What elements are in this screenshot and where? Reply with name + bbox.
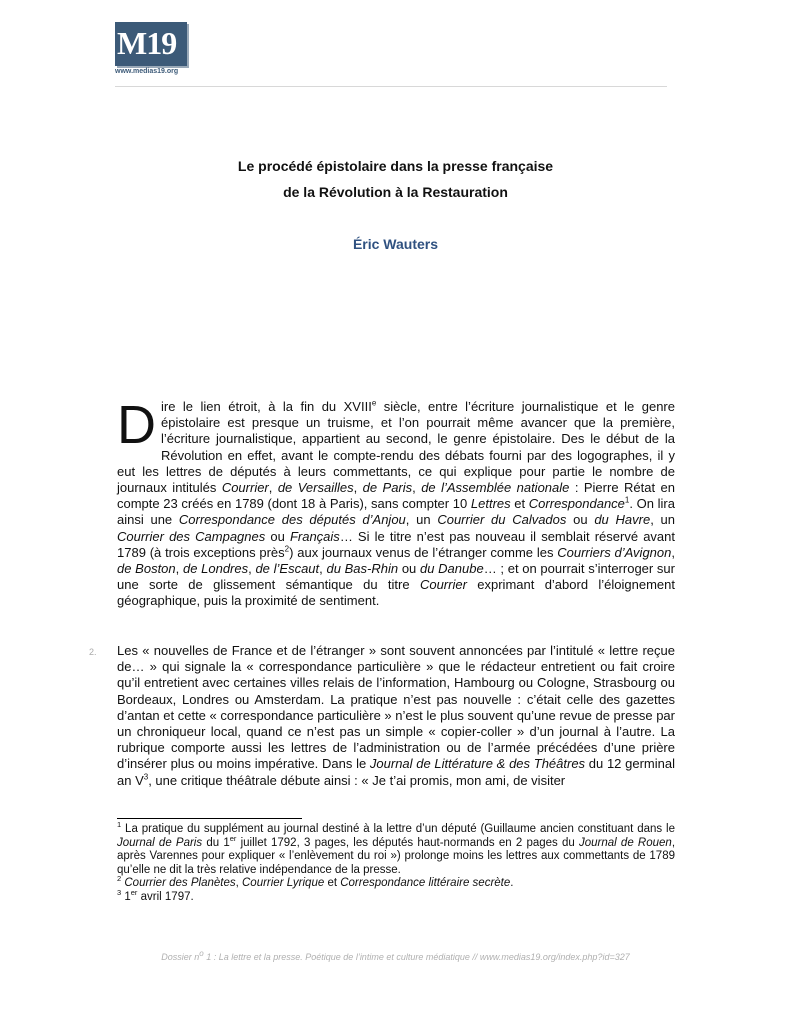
header-divider bbox=[115, 86, 667, 87]
footnote-ref-3[interactable]: 3 bbox=[143, 772, 149, 782]
footnote-ref-1[interactable]: 1 bbox=[624, 495, 630, 505]
page-footer: Dossier $n^o$ 1 : La lettre et la presse. Poétique de l’intime et culture médiatique // www.medias19.org/index.php?id=327 bbox=[161, 949, 630, 962]
logo-url: www.medias19.org bbox=[115, 68, 179, 75]
footnotes bbox=[117, 820, 676, 904]
footnote-1: $^1$ La pratique du supplément au journal destiné à la lettre d’un député (Guillaume ancien constituant dans le Journal de Paris du 1er juillet 1792, 3 pages, les députés haut-normands en 2 pages du Journal de Rouen, après Varennes pour expliquer « l’enlèvement du roi ») prolonge moins les lettres aux commettants de 1789 qu’elle ne dit la très relative indépendance de la presse. bbox=[117, 820, 676, 876]
article-author: Éric Wauters bbox=[352, 236, 439, 252]
article-title-line-2: de la Révolution à la Restauration bbox=[283, 184, 508, 200]
footnote-2: $^2$ Courrier des Planètes, Courrier Lyrique et Correspondance littéraire secrète. bbox=[117, 874, 514, 889]
article-title-line-1: Le procédé épistolaire dans la presse française bbox=[237, 158, 554, 174]
footnote-3: $^3$ 1er avril 1797. bbox=[117, 887, 194, 903]
paragraph-1: Dire le lien étroit, à la fin du XVIIIe siècle, entre l’écriture journalistique et le genre épistolaire est presque un truisme, et l’on pourrait même avancer que la première, l’écriture journalistique, appartient au second, le genre épistolaire. Des le début de la Révolution en effet, avant le compte-rendu des débats fourni par des logographes, il y eut les lettres de députés à leurs commettants, ce qui explique pour partie le nombre de journaux intitulés Courrier, de Versailles, de Paris, de l’Assemblée nationale : Pierre Rétat en compte 23 créés en 1789 (dont 18 à Paris), sans compter 10 Lettres et Correspondance$^1$. On lira ainsi une Correspondance des députés d’Anjou, un Courrier du Calvados ou du Havre, un Courrier des Campagnes ou Français… Si le titre n’est pas nouveau il semblait réservé avant 1789 (à trois exceptions près$^2$) aux journaux venus de l’étranger comme les Courriers d’Avignon, de Boston, de Londres, de l’Escaut, du Bas-Rhin ou du Danube… ; et on pourrait s’interroger sur une sorte de glissement sémantique du titre Courrier exprimant d’abord l’éloignement géographique, puis la proximité de sentiment. bbox=[117, 395, 676, 609]
paragraph-number: 2. bbox=[89, 647, 97, 657]
site-logo[interactable] bbox=[115, 22, 189, 78]
drop-cap: D bbox=[117, 395, 156, 455]
logo-box bbox=[115, 22, 187, 66]
paragraph-2: Les « nouvelles de France et de l’étranger » sont souvent annoncées par l’intitulé « lettre reçue de… » qui signale la « correspondance particulière » que le rédacteur entretient ou fait croire qu’il entretient avec certaines villes relais de l’information, Hambourg ou Cologne, Strasbourg ou Bordeaux, Londres ou Amsterdam. La pratique n’est pas nouvelle : c’était celle des gazettes d’antan et cette « correspondance particulière » n’est le plus souvent qu’une revue de presse par un chroniqueur local, quand ce n’est pas un simple « copier-coller » d’un journal à l’autre. La rubrique comporte aussi les lettres de l’administration ou de l’armée précédées d’une prière d’insérer plus ou moins impérative. Dans le Journal de Littérature & des Théâtres du 12 germinal an $V^3$, une critique théâtrale débute ainsi : « Je t’ai promis, mon ami, de visiter bbox=[117, 643, 675, 788]
footnote-divider bbox=[117, 818, 302, 819]
footnote-ref-2[interactable]: 2 bbox=[284, 544, 290, 554]
logo-text: M19 bbox=[117, 25, 177, 61]
